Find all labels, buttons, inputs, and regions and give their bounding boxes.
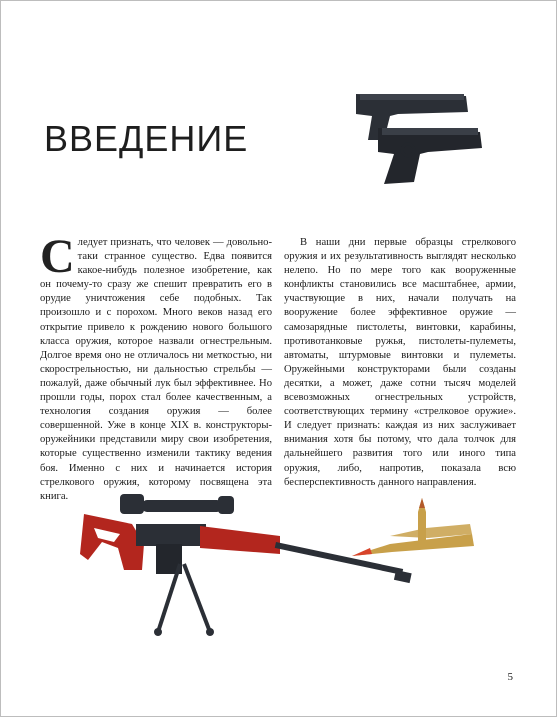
page-number: 5: [507, 671, 513, 683]
cartridges-image: [350, 494, 480, 564]
intro-paragraph-left: [40, 230, 272, 504]
page-title: ВВЕДЕНИЕ: [44, 118, 249, 159]
intro-paragraph-right: В наши дни первые образцы стрелкового оружия и их результативность выглядят несколько нелепо. Но по мере того как вооруженные конфликты становились все масштабнее, армии, участвующие в них, начали получать на вооружение более эффективное оружие — самозарядные пистолеты, винтовки, карабины, противотанковые ружья, пистолеты-пулеметы, автоматы, штурмовые винтовки и пулеметы. Оружейными конструкторами были созданы десятки, а может, даже сотни тысяч моделей всевозможных огнестрельных устройств, соответствующих термину «стрелковое оружие». И следует признать: каждая из них заслуживает внимания хотя бы потому, что дала толчок для дальнейшего развития того или иного типа оружия, либо, напротив, показала всю бесперспективность данного направления.: [284, 237, 516, 488]
drop-cap: С: [40, 230, 75, 283]
intro-paragraph-left-text: ледует признать, что человек — довольно-таки странное существо. Едва появится какое-нибудь полезное изобретение, как он почему-то сразу же спешит превратить его в орудие уничтожения себе подобных. Так произошло и с порохом. Много веков назад его открытие привело к рождению нового большого класса оружия, которое назвали огнестрельным. Долгое время оно не отличалось ни меткостью, ни скорострельностью, ни дальностью стрельбы — пожалуй, даже обычный лук был эффективнее. Но прошли годы, порох стал более качественным, а технология создания оружия — более совершенной. Уже в конце XIX в. конструкторы-оружейники представили миру свои изобретения, которые существенно изменили тактику ведения боя. Именно с них и начинается история стрелкового оружия, которому посвящена эта книга.: [40, 237, 272, 502]
pistols-image: [338, 82, 488, 192]
